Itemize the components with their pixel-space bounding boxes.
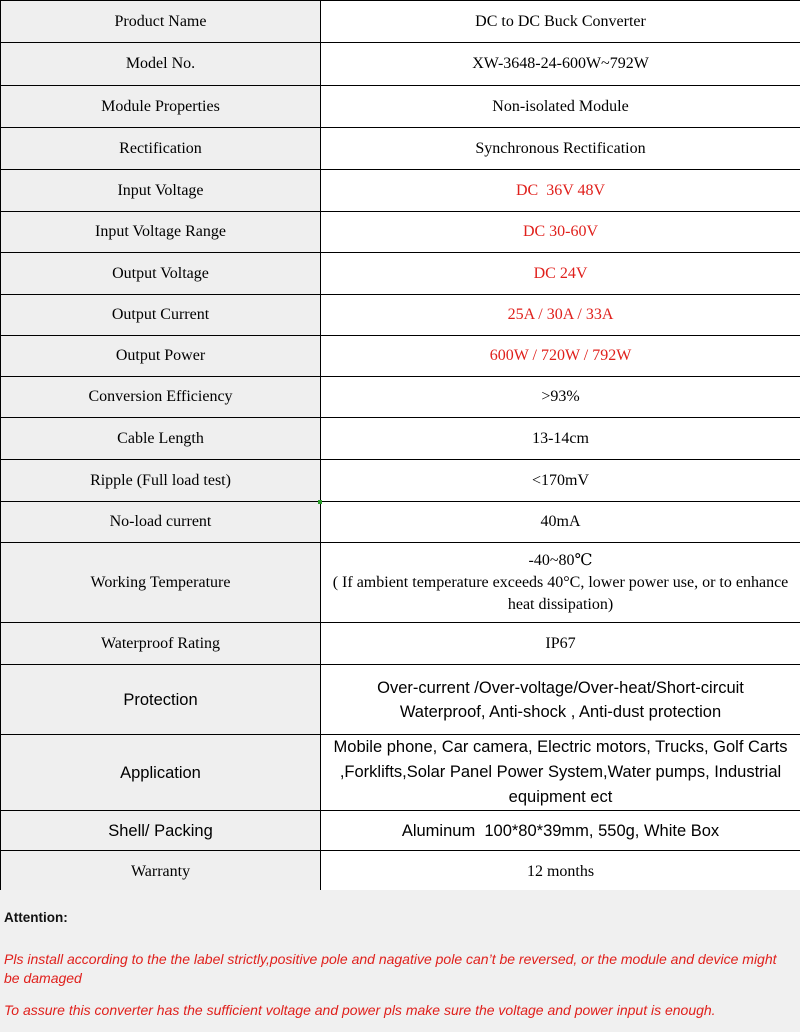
table-row — [1, 543, 800, 623]
row-value-line: ( If ambient temperature exceeds 40°C, lower power use, or to enhance heat dissipation) — [332, 573, 789, 613]
table-row — [1, 170, 800, 212]
row-label: Waterproof Rating — [1, 623, 321, 665]
marker-dot — [318, 500, 322, 504]
row-label: Application — [1, 735, 321, 811]
row-value: DC 36V 48V — [321, 170, 800, 212]
row-value: Non-isolated Module — [321, 86, 800, 128]
row-value: 25A / 30A / 33A — [321, 295, 800, 336]
row-label: Input Voltage Range — [1, 212, 321, 253]
row-label: Conversion Efficiency — [1, 377, 321, 418]
table-row — [1, 460, 800, 502]
row-value-line: Over-current /Over-voltage/Over-heat/Short-circuit — [377, 678, 744, 697]
table-row — [1, 502, 800, 543]
row-value: >93% — [321, 377, 800, 418]
row-label: Output Power — [1, 336, 321, 377]
row-value — [321, 543, 800, 623]
row-label: Cable Length — [1, 418, 321, 460]
row-value: Mobile phone, Car camera, Electric motors, Trucks, Golf Carts ,Forklifts,Solar Panel Power System,Water pumps, Industrial equipment ect — [321, 735, 800, 811]
row-value: 13-14cm — [321, 418, 800, 460]
attention-note: Pls install according to the the label strictly,positive pole and nagative pole can’t be reversed, or the module and device might be damaged — [4, 951, 777, 986]
row-value-line: Waterproof, Anti-shock , Anti-dust protection — [399, 702, 722, 721]
table-row — [1, 735, 800, 811]
row-label: Module Properties — [1, 86, 321, 128]
row-label: Output Current — [1, 295, 321, 336]
row-value-line: -40~80℃ — [528, 551, 593, 569]
row-label: Warranty — [1, 851, 321, 893]
table-row — [1, 336, 800, 377]
attention-section — [0, 890, 800, 1032]
row-label: Input Voltage — [1, 170, 321, 212]
row-value: DC 24V — [321, 253, 800, 295]
row-value: IP67 — [321, 623, 800, 665]
row-value — [321, 665, 800, 735]
row-label: Model No. — [1, 43, 321, 86]
row-label: Ripple (Full load test) — [1, 460, 321, 502]
row-value: 40mA — [321, 502, 800, 543]
row-value: DC 30-60V — [321, 212, 800, 253]
table-row — [1, 295, 800, 336]
row-value: 12 months — [321, 851, 800, 893]
row-label: Protection — [1, 665, 321, 735]
table-row — [1, 128, 800, 170]
row-value: 600W / 720W / 792W — [321, 336, 800, 377]
attention-note: To assure this converter has the sufficient voltage and power pls make sure the voltage and power input is enough. — [4, 1002, 716, 1018]
table-row — [1, 811, 800, 851]
table-row — [1, 377, 800, 418]
table-row — [1, 253, 800, 295]
table-row — [1, 418, 800, 460]
row-label: Product Name — [1, 1, 321, 43]
table-row — [1, 86, 800, 128]
table-row — [1, 212, 800, 253]
table-row — [1, 43, 800, 86]
table-row — [1, 665, 800, 735]
row-label: Shell/ Packing — [1, 811, 321, 851]
attention-title: Attention: — [4, 910, 68, 925]
row-value: Aluminum 100*80*39mm, 550g, White Box — [321, 811, 800, 851]
row-label: Rectification — [1, 128, 321, 170]
row-value: XW-3648-24-600W~792W — [321, 43, 800, 86]
row-label: Output Voltage — [1, 253, 321, 295]
row-value: DC to DC Buck Converter — [321, 1, 800, 43]
row-label: Working Temperature — [1, 543, 321, 623]
table-row — [1, 851, 800, 893]
row-label: No-load current — [1, 502, 321, 543]
table-row — [1, 623, 800, 665]
row-value: <170mV — [321, 460, 800, 502]
row-value: Synchronous Rectification — [321, 128, 800, 170]
table-row — [1, 1, 800, 43]
